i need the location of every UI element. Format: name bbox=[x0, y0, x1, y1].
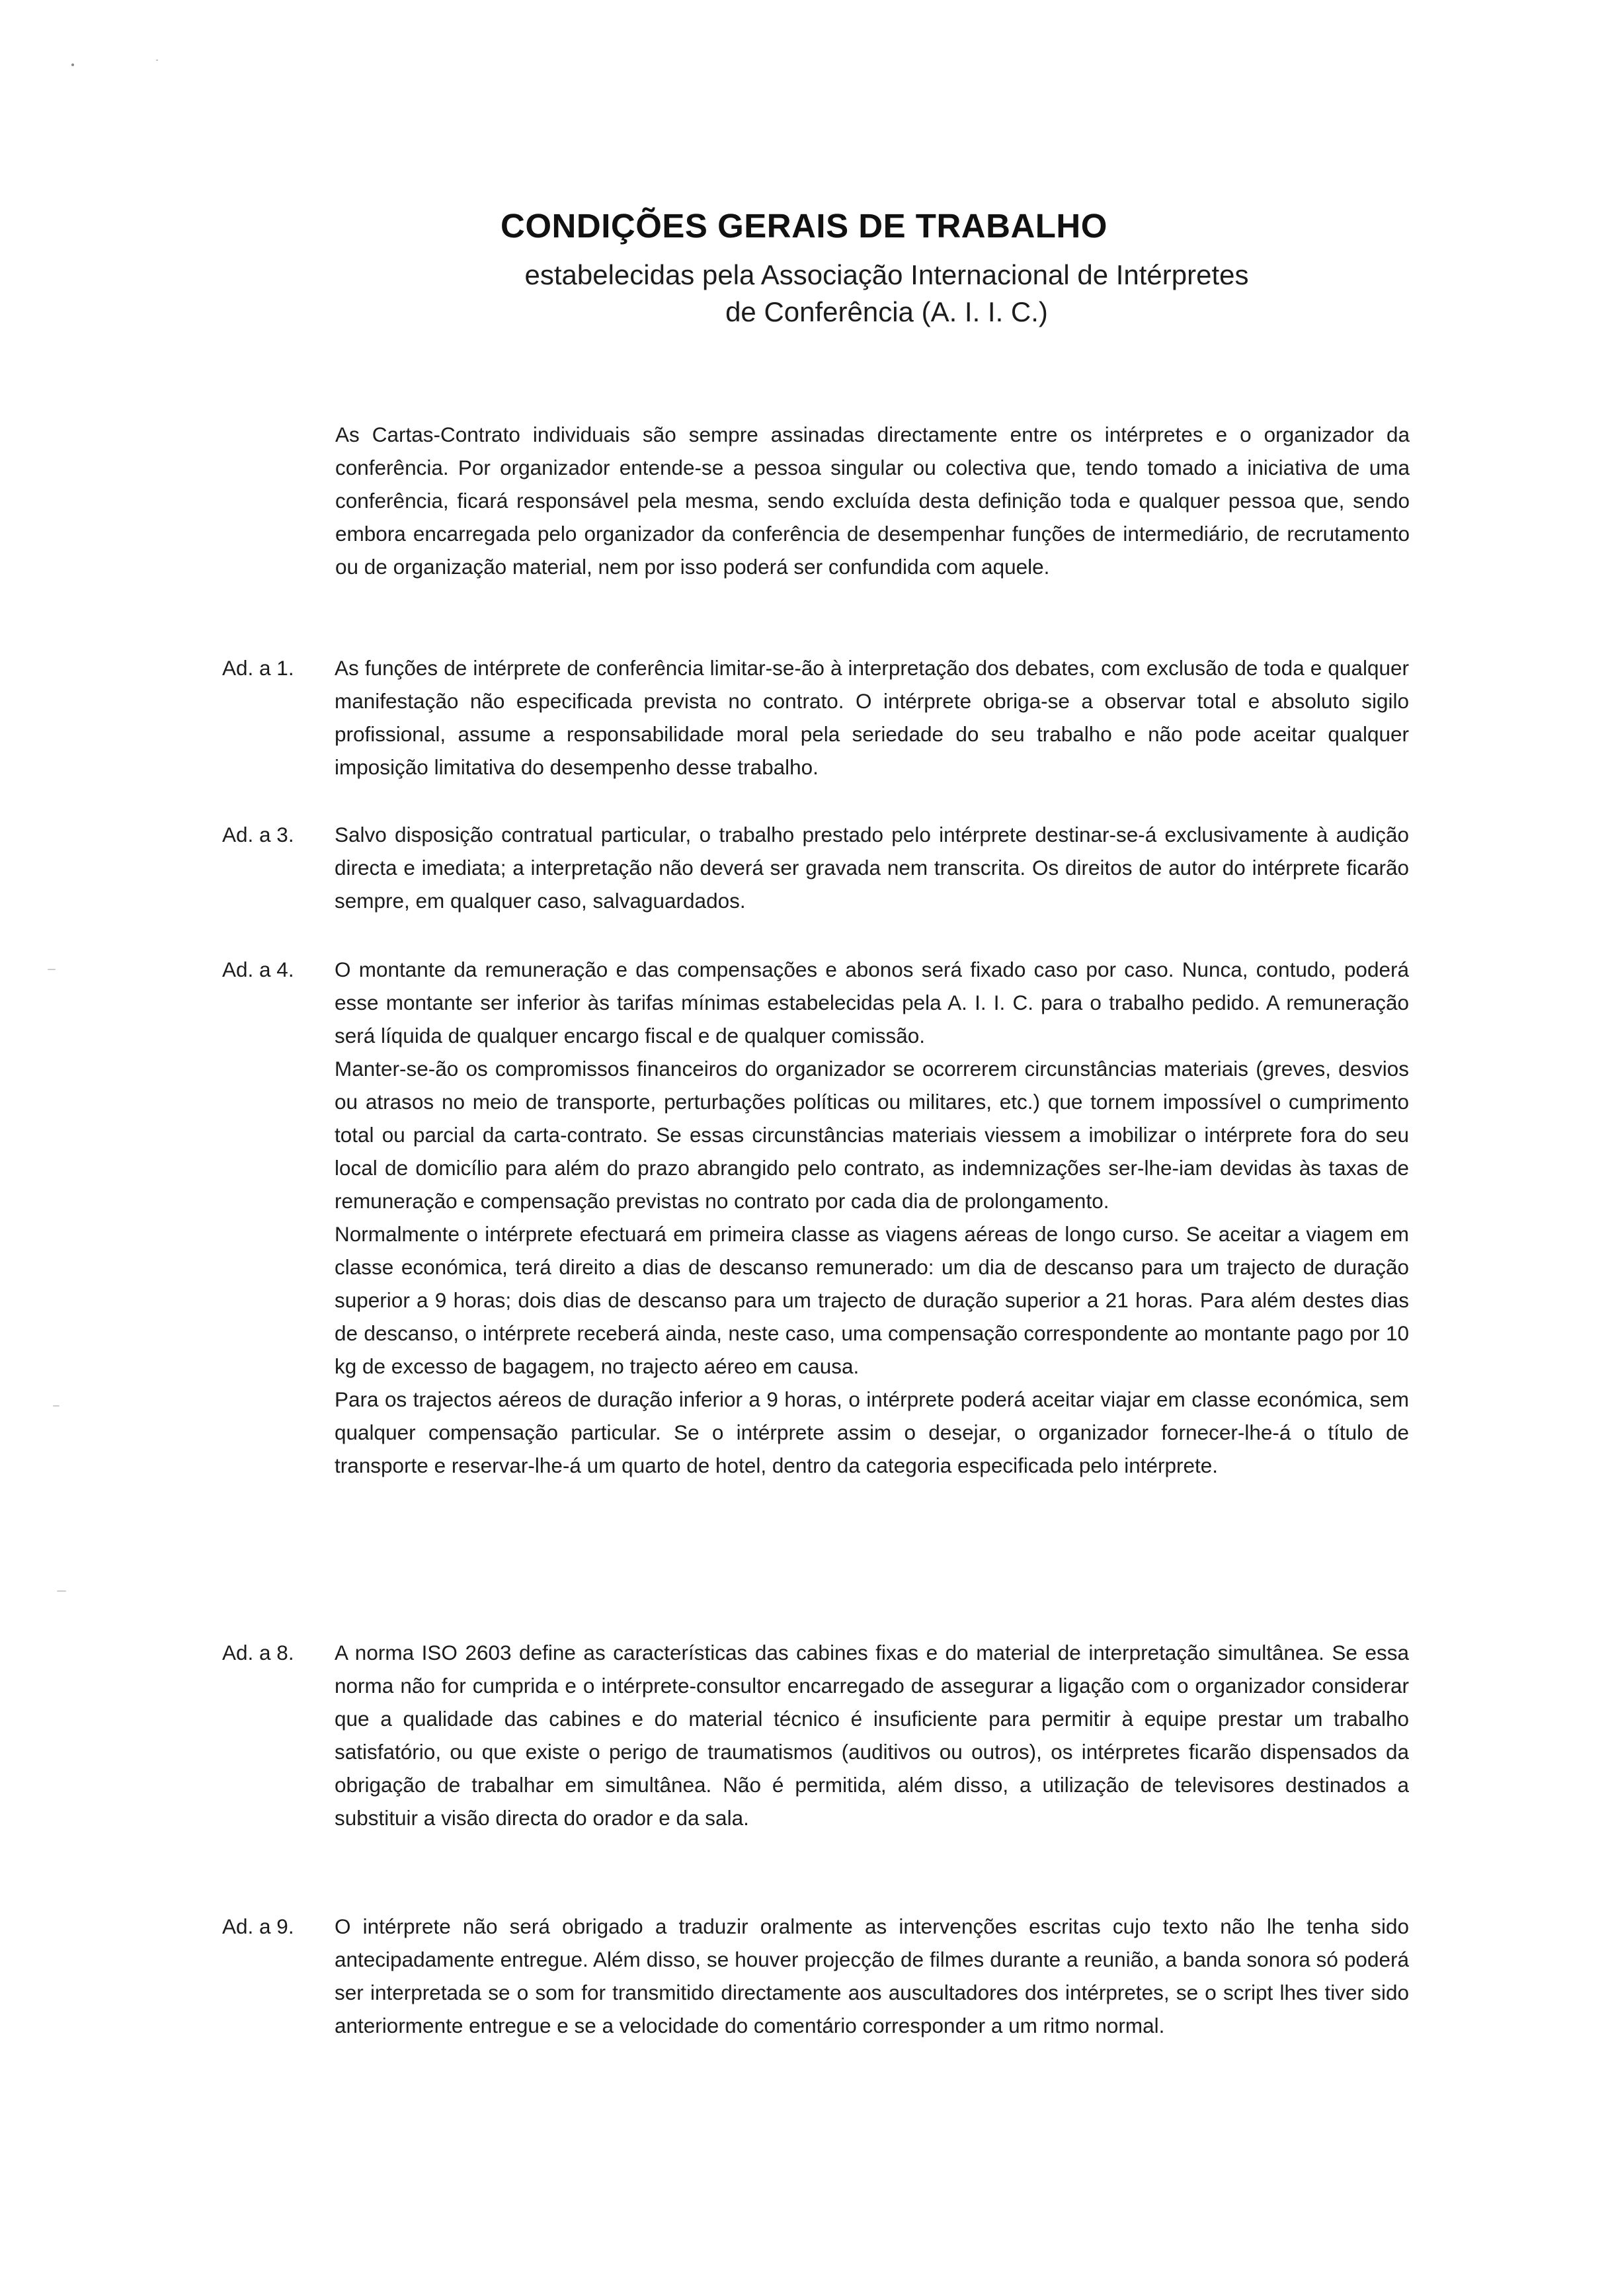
article-ad-8 bbox=[222, 1636, 1410, 1834]
article-paragraph: Salvo disposição contratual particular, o trabalho prestado pelo intérprete destinar-se-á exclusivamente à audição directa e imediata; a interpretação não deverá ser gravada nem transcrita. Os direitos de autor do intérprete ficarão sempre, em qualquer caso, salvaguardados. bbox=[335, 823, 1409, 913]
article-body bbox=[335, 1910, 1409, 2042]
article-body bbox=[335, 818, 1409, 917]
subtitle-line: estabelecidas pela Associação Internacional de Intérpretes bbox=[524, 259, 1249, 290]
article-ad-1 bbox=[222, 651, 1410, 784]
document-subtitle bbox=[0, 257, 1608, 331]
article-paragraph: A norma ISO 2603 define as características das cabines fixas e do material de interpretação simultânea. Se essa norma não for cumprida e o intérprete-consultor encarregado de assegurar a ligação com o organizador considerar que a qualidade das cabines e do material técnico é insuficiente para permitir à equipe prestar um trabalho satisfatório, ou que existe o perigo de traumatismos (auditivos ou outros), os intérpretes ficarão dispensados da obrigação de trabalhar em simultânea. Não é permitida, além disso, a utilização de televisores destinados a substituir a visão directa do orador e da sala. bbox=[335, 1641, 1409, 1830]
article-paragraph: As funções de intérprete de conferência limitar-se-ão à interpretação dos debates, com exclusão de toda e qualquer manifestação não especificada prevista no contrato. O intérprete obriga-se a observar total e absoluto sigilo profissional, assume a responsabilidade moral pela seriedade do seu trabalho e não pode aceitar qualquer imposição limitativa do desempenho desse trabalho. bbox=[335, 656, 1409, 779]
scan-speck bbox=[71, 63, 74, 66]
subtitle-line: de Conferência (A. I. I. C.) bbox=[725, 296, 1048, 327]
scan-speck bbox=[53, 1405, 60, 1407]
intro-paragraph: As Cartas-Contrato individuais são sempre assinadas directamente entre os intérpretes e o organizador da conferência. Por organizador entende-se a pessoa singular ou colectiva que, tendo tomado a iniciativa de uma conferência, ficará responsável pela mesma, sendo excluída desta definição toda e qualquer pessoa que, sendo embora encarregada pelo organizador da conferência de desempenhar funções de intermediário, de recrutamento ou de organização material, nem por isso poderá ser confundida com aquele. bbox=[335, 423, 1410, 579]
article-label: Ad. a 4. bbox=[222, 958, 294, 981]
article-ad-3 bbox=[222, 818, 1410, 917]
article-ad-4 bbox=[222, 953, 1410, 1482]
article-paragraph: O intérprete não será obrigado a traduzir oralmente as intervenções escritas cujo texto não lhe tenha sido antecipadamente entregue. Além disso, se houver projecção de filmes durante a reunião, a banda sonora só poderá ser interpretada se o som for transmitido directamente aos auscultadores dos intérpretes, se o script lhes tiver sido anteriormente entregue e se a velocidade do comentário corresponder a um ritmo normal. bbox=[335, 1914, 1409, 2037]
article-ad-9 bbox=[222, 1910, 1410, 2042]
article-label: Ad. a 1. bbox=[222, 656, 294, 680]
article-label: Ad. a 3. bbox=[222, 823, 294, 846]
document-title: CONDIÇÕES GERAIS DE TRABALHO bbox=[501, 207, 1107, 245]
article-body bbox=[335, 651, 1409, 784]
article-body bbox=[335, 1636, 1409, 1834]
article-label: Ad. a 9. bbox=[222, 1914, 294, 1938]
article-paragraph: Para os trajectos aéreos de duração inferior a 9 horas, o intérprete poderá aceitar viajar em classe económica, sem qualquer compensação particular. Se o intérprete assim o desejar, o organizador fornecer-lhe-á o título de transporte e reservar-lhe-á um quarto de hotel, dentro da categoria especificada pelo intérprete. bbox=[335, 1387, 1409, 1477]
article-label: Ad. a 8. bbox=[222, 1641, 294, 1664]
scan-speck bbox=[156, 60, 158, 61]
article-paragraph: Manter-se-ão os compromissos financeiros do organizador se ocorrerem circunstâncias materiais (greves, desvios ou atrasos no meio de transporte, perturbações políticas ou militares, etc.) que tornem impossível o cumprimento total ou parcial da carta-contrato. Se essas circunstâncias materiais viessem a imobilizar o intérprete fora do seu local de domicílio para além do prazo abrangido pelo contrato, as indemnizações ser-lhe-iam devidas às taxas de remuneração e compensação previstas no contrato por cada dia de prolongamento. bbox=[335, 1057, 1409, 1213]
scan-speck bbox=[48, 969, 56, 970]
article-body bbox=[335, 953, 1409, 1482]
article-paragraph: Normalmente o intérprete efectuará em primeira classe as viagens aéreas de longo curso. Se aceitar a viagem em classe económica, terá direito a dias de descanso remunerado: um dia de descanso para um trajecto de duração superior a 9 horas; dois dias de descanso para um trajecto de duração superior a 21 horas. Para além destes dias de descanso, o intérprete receberá ainda, neste caso, uma compensação correspondente ao montante pago por 10 kg de excesso de bagagem, no trajecto aéreo em causa. bbox=[335, 1222, 1409, 1378]
article-paragraph: O montante da remuneração e das compensações e abonos será fixado caso por caso. Nunca, contudo, poderá esse montante ser inferior às tarifas mínimas estabelecidas pela A. I. I. C. para o trabalho pedido. A remuneração será líquida de qualquer encargo fiscal e de qualquer comissão. bbox=[335, 958, 1409, 1047]
scan-speck bbox=[57, 1590, 66, 1592]
